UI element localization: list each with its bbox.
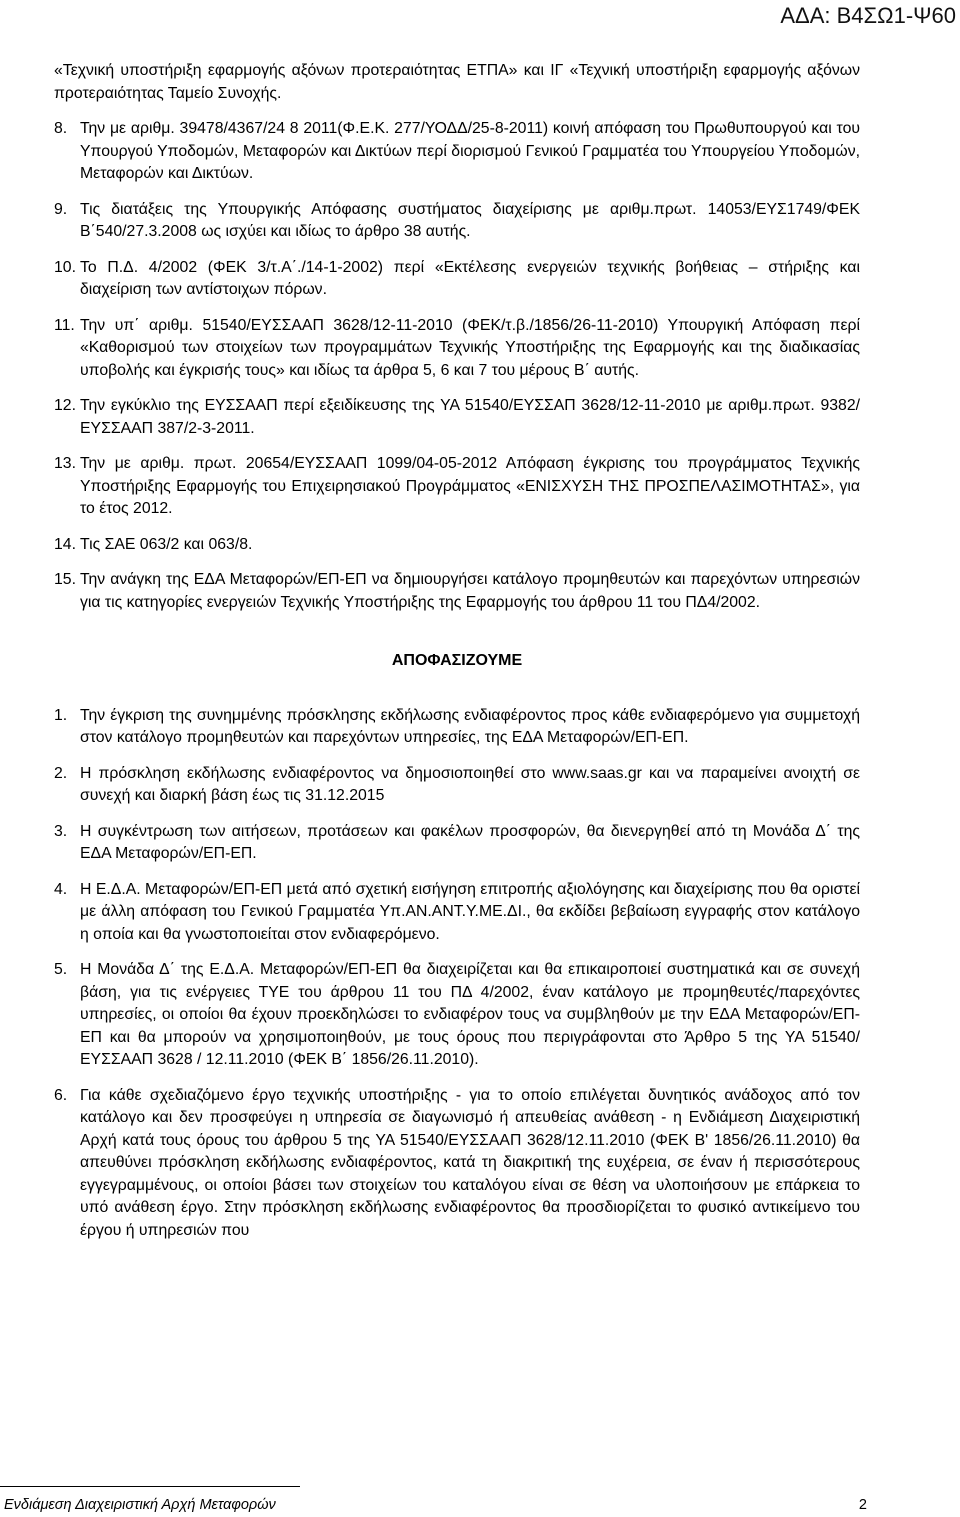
item-text: Η Ε.Δ.Α. Μεταφορών/ΕΠ-ΕΠ μετά από σχετική εισήγηση επιτροπής αξιολόγησης και διαχείρισης που θα οριστεί με άλλη απόφαση του Γενικού Γραμματέα Υπ.ΑΝ.ΑΝΤ.Υ.ΜΕ.ΔΙ., θα εκδίδει βεβαίωση εγγραφής στον κατάλογο η οποία και θα γνωστοποιείται στον ενδιαφερόμενο. — [80, 880, 860, 943]
page-number: 2 — [858, 1497, 867, 1513]
item-text: Την εγκύκλιο της ΕΥΣΣΑΑΠ περί εξειδίκευσης της ΥΑ 51540/ΕΥΣΣΑΠ 3628/12-11-2010 με αριθμ.πρωτ. 9382/ΕΥΣΣΑΑΠ 387/2-3-2011. — [80, 397, 860, 437]
list-item — [54, 569, 860, 614]
item-number: 11. — [54, 316, 75, 334]
item-text: Τις ΣΑΕ 063/2 και 063/8. — [80, 535, 253, 553]
item-number: 15. — [54, 571, 76, 588]
document-body — [54, 60, 860, 1242]
item-text: Την υπ΄ αριθμ. 51540/ΕΥΣΣΑΑΠ 3628/12-11-2010 (ΦΕΚ/τ.β./1856/26-11-2010) Υπουργική Απόφαση περί «Καθορισμού των στοιχείων των προγραμμάτων Τεχνικής Υποστήριξης της Εφαρμογής και της διαδικασίας υποβολής και έγκρισής τους» και ιδίως τα άρθρα 5, 6 και 7 του μέρους Β΄ αυτής. — [80, 316, 860, 379]
item-number: 9. — [54, 200, 68, 218]
item-text: Η Μονάδα Δ΄ της Ε.Δ.Α. Μεταφορών/ΕΠ-ΕΠ θα διαχειρίζεται και θα επικαιροποιεί συστηματικά και σε συνεχή βάση, για τις ενέργειες ΤΥΕ του άρθρου 11 του ΠΔ 4/2002, έναν κατάλογο με προμηθευτές/παρεχόντες υπηρεσίες, οι οποίοι θα έχουν προεκδηλώσει το ενδιαφέρον τους να συμβληθούν με την ΕΔΑ Μεταφορών/ΕΠ-ΕΠ και θα μπορούν να χρησιμοποιηθούν, με τους όρους που περιγράφονται στο Άρθρο 5 της ΥΑ 51540/ΕΥΣΣΑΑΠ 3628 / 12.11.2010 (ΦΕΚ Β΄ 1856/26.11.2010). — [80, 961, 860, 1068]
list-item — [54, 959, 860, 1072]
ada-code: ΑΔΑ: Β4ΣΩ1-Ψ60 — [780, 3, 956, 28]
list-item — [54, 118, 860, 186]
list-item — [54, 453, 860, 521]
considerations-list — [54, 118, 860, 614]
item-number: 3. — [54, 822, 68, 840]
item-number: 1. — [54, 706, 68, 724]
footer-divider — [0, 1486, 300, 1487]
item-text: Την ανάγκη της ΕΔΑ Μεταφορών/ΕΠ-ΕΠ να δημιουργήσει κατάλογο προμηθευτών και παρεχόντων υπηρεσιών για τις κατηγορίες ενεργειών Τεχνικής Υποστήριξης της Εφαρμογής του άρθρου 11 του ΠΔ4/2002. — [80, 571, 860, 611]
item-text: Η συγκέντρωση των αιτήσεων, προτάσεων και φακέλων προσφορών, θα διενεργηθεί από τη Μονάδα Δ΄ της ΕΔΑ Μεταφορών/ΕΠ-ΕΠ. — [80, 822, 860, 862]
list-item — [54, 395, 860, 440]
list-item — [54, 257, 860, 302]
list-item — [54, 534, 860, 557]
footer-authority: Ενδιάμεση Διαχειριστική Αρχή Μεταφορών — [4, 1497, 276, 1513]
intro-paragraph: «Τεχνική υποστήριξη εφαρμογής αξόνων προτεραιότητας ΕΤΠΑ» και ΙΓ «Τεχνική υποστήριξη εφαρμογής αξόνων προτεραιότητας Ταμείο Συνοχής. — [54, 62, 860, 102]
item-text: Η πρόσκληση εκδήλωσης ενδιαφέροντος να δημοσιοποιηθεί στο www.saas.gr και να παραμείνει ανοιχτή σε συνεχή και διαρκή βάση έως τις 31.12.2015 — [80, 764, 860, 804]
item-number: 13. — [54, 455, 76, 472]
item-number: 14. — [54, 535, 76, 553]
item-number: 4. — [54, 880, 68, 898]
item-number: 12. — [54, 397, 76, 414]
item-text: Τις διατάξεις της Υπουργικής Απόφασης συστήματος διαχείρισης με αριθμ.πρωτ. 14053/ΕΥΣ1749/ΦΕΚ Β΄540/27.3.2008 ως ισχύει και ιδίως το άρθρο 38 αυτής. — [80, 200, 860, 240]
decision-heading: ΑΠΟΦΑΣΙΖΟΥΜΕ — [391, 652, 523, 669]
list-item — [54, 315, 860, 383]
list-item — [54, 199, 860, 244]
item-number: 10. — [54, 258, 76, 276]
list-item — [54, 1085, 860, 1243]
item-text: Το Π.Δ. 4/2002 (ΦΕΚ 3/τ.Α΄./14-1-2002) περί «Εκτέλεσης ενεργειών τεχνικής βοήθειας – στήριξης και διαχείριση των αντίστοιχων πόρων. — [80, 258, 860, 298]
list-item — [54, 763, 860, 808]
item-number: 5. — [54, 961, 68, 978]
item-number: 8. — [54, 120, 68, 137]
item-text: Για κάθε σχεδιαζόμενο έργο τεχνικής υποστήριξης - για το οποίο επιλέγεται δυνητικός ανάδοχος από τον κατάλογο και δεν προσφεύγει η υπηρεσία σε διαγωνισμό ή απευθείας ανάθεση - η Ενδιάμεση Διαχειριστική Αρχή κατά τους όρους του άρθρου 5 της ΥΑ 51540/ΕΥΣΣΑΑΠ 3628/12.11.2010 (ΦΕΚ Β' 1856/26.11.2010) θα απευθύνει πρόσκληση εκδήλωσης ενδιαφέροντος, κατά τη διακριτική της ευχέρεια, σε έναν ή περισσότερους εγγεγραμμένους, οι οποίοι βάσει των στοιχείων του καταλόγου είναι σε θέση να υλοποιήσουν με επάρκεια το υπό ανάθεση έργο. Στην πρόσκληση εκδήλωσης ενδιαφέροντος θα προσδιορίζεται το φυσικό αντικείμενο του έργου ή υπηρεσιών που — [80, 1086, 860, 1239]
item-text: Την με αριθμ. πρωτ. 20654/ΕΥΣΣΑΑΠ 1099/04-05-2012 Απόφαση έγκρισης του προγράμματος Τεχνικής Υποστήριξης Εφαρμογής του Επιχειρησιακού Προγράμματος «ΕΝΙΣΧΥΣΗ ΤΗΣ ΠΡΟΣΠΕΛΑΣΙΜΟΤΗΤΑΣ», για το έτος 2012. — [80, 455, 860, 517]
decisions-list — [54, 705, 860, 1243]
list-item — [54, 879, 860, 947]
item-text: Την με αριθμ. 39478/4367/24 8 2011(Φ.Ε.Κ. 277/ΥΟΔΔ/25-8-2011) κοινή απόφαση του Πρωθυπουργού και του Υπουργού Υποδομών, Μεταφορών και Δικτύων περί διορισμού Γενικού Γραμματέα του Υπουργείου Υποδομών, Μεταφορών και Δικτύων. — [80, 120, 860, 182]
item-text: Την έγκριση της συνημμένης πρόσκλησης εκδήλωσης ενδιαφέροντος προς κάθε ενδιαφερόμενο για συμμετοχή στον κατάλογο προμηθευτών και παρεχόντων υπηρεσίες, της ΕΔΑ Μεταφορών/ΕΠ-ΕΠ. — [80, 706, 860, 746]
item-number: 2. — [54, 764, 68, 782]
list-item — [54, 821, 860, 866]
list-item — [54, 705, 860, 750]
item-number: 6. — [54, 1086, 68, 1104]
